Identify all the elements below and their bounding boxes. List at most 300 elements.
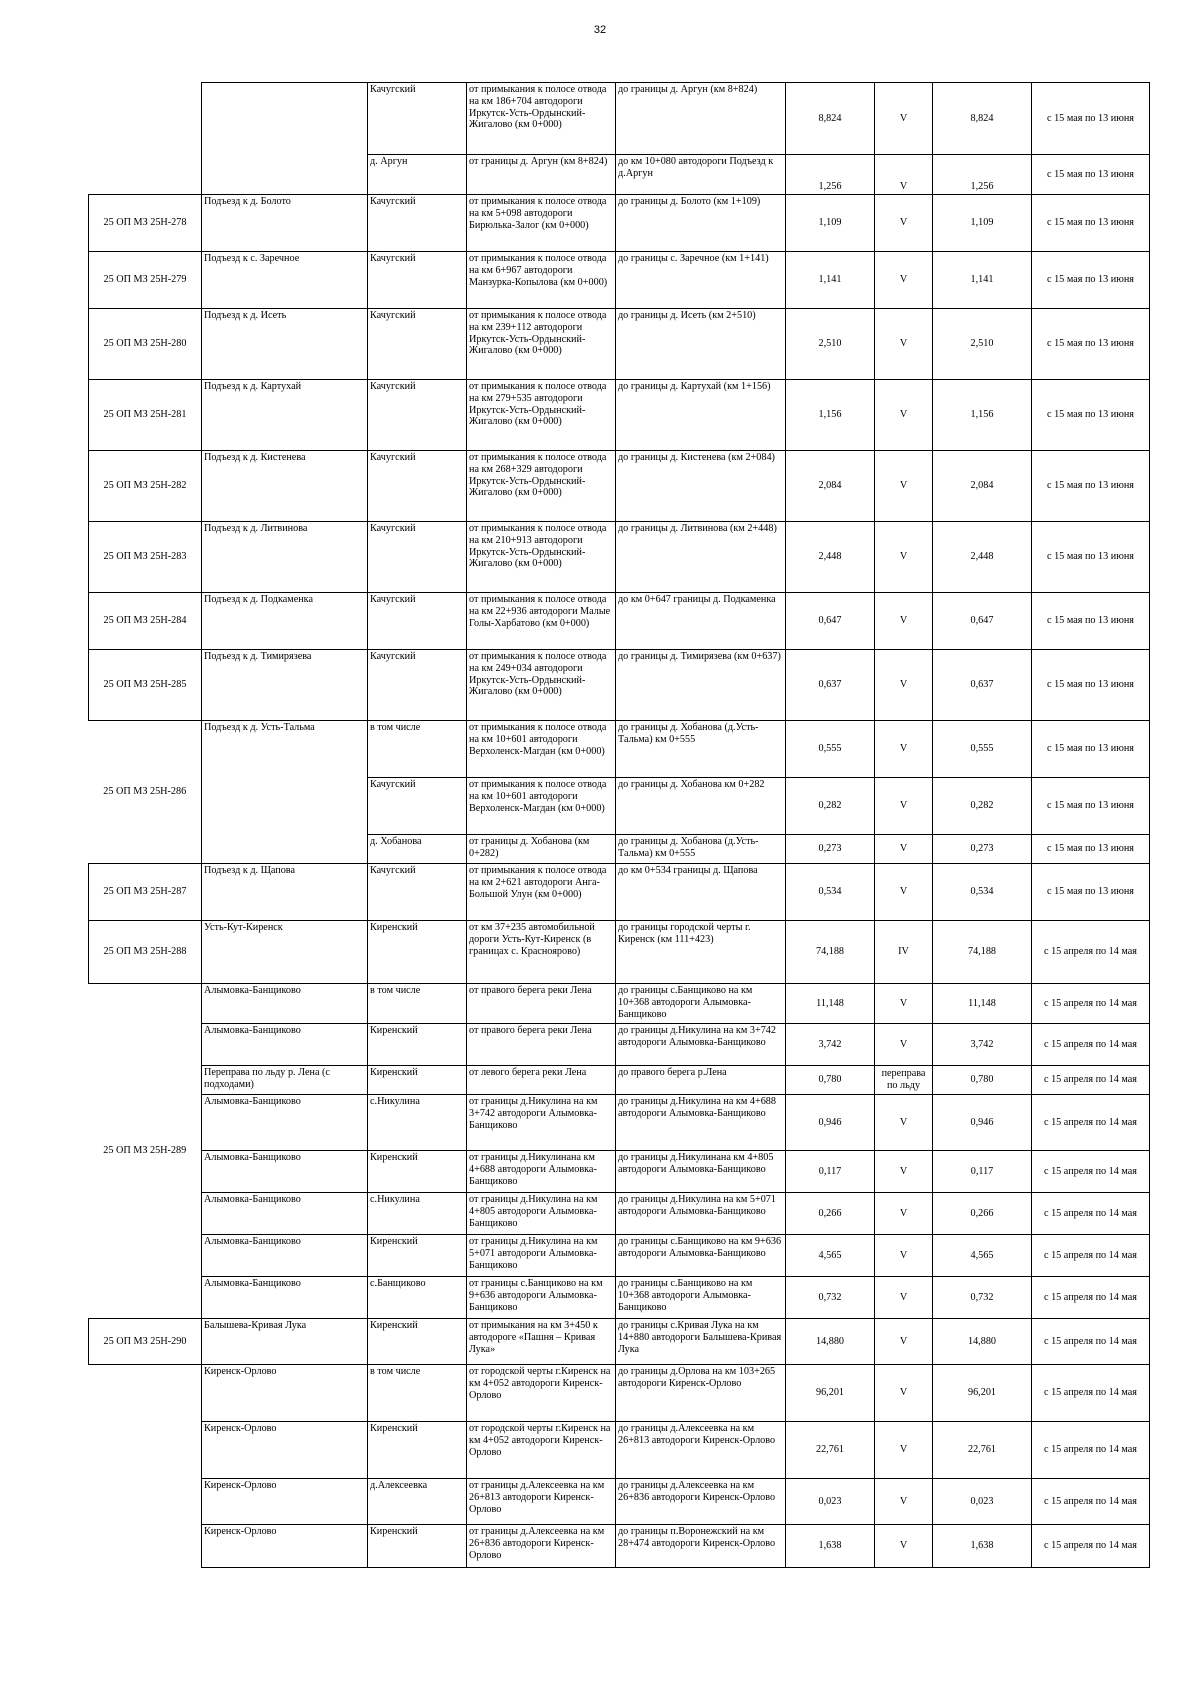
length-cell-text: 2,448 (818, 551, 842, 563)
length-total-cell (933, 1024, 1032, 1066)
from-cell-text: от границы д.Никулина на км 3+742 автодороги Алымовка-Банщиково (469, 1096, 598, 1131)
length-total-cell (933, 1095, 1032, 1151)
category-cell-text: V (899, 409, 908, 421)
from-cell (467, 1422, 616, 1479)
to-cell-text: до границы д.Никулина на км 3+742 автодороги Алымовка-Банщиково (618, 1025, 776, 1048)
district-cell-text: Качугский (370, 253, 416, 264)
district-cell-text: в том числе (370, 722, 421, 733)
restriction-period-cell-text: с 15 мая по 13 июня (1047, 886, 1134, 898)
to-cell (616, 309, 786, 380)
restriction-period-cell (1032, 778, 1150, 835)
restriction-period-cell-text: с 15 мая по 13 июня (1047, 743, 1134, 755)
category-cell (875, 1277, 933, 1319)
from-cell (467, 721, 616, 778)
road-code-cell-text: 25 ОП МЗ 25Н-283 (103, 551, 187, 563)
length-total-cell (933, 195, 1032, 252)
length-cell (786, 309, 875, 380)
from-cell-text: от примыкания на км 3+450 к автодороге «Пашня – Кривая Лука» (469, 1320, 598, 1355)
length-total-cell (933, 1479, 1032, 1525)
category-cell (875, 155, 933, 195)
from-cell (467, 195, 616, 252)
category-cell-text: V (899, 743, 908, 755)
road-name-cell-text: Киренск-Орлово (204, 1526, 277, 1537)
length-total-cell-text: 1,638 (970, 1540, 994, 1552)
road-name-cell (202, 721, 368, 864)
from-cell-text: от примыкания к полосе отвода на км 10+601 автодороги Верхоленск-Магдан (км 0+000) (469, 779, 607, 814)
road-name-cell-text: Усть-Кут-Киренск (204, 922, 283, 933)
to-cell (616, 864, 786, 921)
restriction-period-cell (1032, 921, 1150, 984)
length-total-cell-text: 0,534 (970, 886, 994, 898)
to-cell-text: до границы с.Банщиково на км 9+636 автодороги Алымовка-Банщиково (618, 1236, 782, 1259)
to-cell (616, 1277, 786, 1319)
restriction-period-cell-text: с 15 мая по 13 июня (1047, 843, 1134, 855)
length-total-cell (933, 1365, 1032, 1422)
length-total-cell-text: 0,637 (970, 679, 994, 691)
category-cell (875, 1024, 933, 1066)
road-code-cell (89, 650, 202, 721)
road-name-cell-text: Киренск-Орлово (204, 1423, 277, 1434)
table-row (89, 451, 1150, 522)
district-cell-text: Киренский (370, 1236, 418, 1247)
from-cell (467, 1365, 616, 1422)
road-name-cell-text: Алымовка-Банщиково (204, 985, 301, 996)
road-code-cell (89, 83, 202, 195)
road-name-cell (202, 921, 368, 984)
length-cell (786, 1365, 875, 1422)
restriction-period-cell (1032, 1422, 1150, 1479)
district-cell (368, 1193, 467, 1235)
restriction-period-cell (1032, 1479, 1150, 1525)
road-code-cell-text: 25 ОП МЗ 25Н-288 (103, 946, 187, 958)
category-cell (875, 1193, 933, 1235)
restriction-period-cell (1032, 1277, 1150, 1319)
length-total-cell-text: 2,510 (970, 338, 994, 350)
length-total-cell (933, 835, 1032, 864)
to-cell (616, 451, 786, 522)
district-cell (368, 1235, 467, 1277)
category-cell-text: V (899, 1495, 908, 1507)
road-name-cell (202, 1365, 368, 1422)
to-cell-text: до км 10+080 автодороги Подъезд к д.Аргун (618, 156, 774, 179)
to-cell (616, 1024, 786, 1066)
length-cell (786, 1095, 875, 1151)
to-cell (616, 1193, 786, 1235)
length-cell (786, 1479, 875, 1525)
road-code-cell (89, 195, 202, 252)
restriction-period-cell (1032, 522, 1150, 593)
road-name-cell (202, 380, 368, 451)
to-cell (616, 721, 786, 778)
length-cell-text: 4,565 (818, 1249, 842, 1261)
length-total-cell (933, 864, 1032, 921)
road-name-cell-text: Балышева-Кривая Лука (204, 1320, 307, 1331)
table-row (89, 1319, 1150, 1365)
length-cell (786, 195, 875, 252)
category-cell (875, 522, 933, 593)
length-total-cell (933, 984, 1032, 1024)
length-total-cell (933, 778, 1032, 835)
from-cell-text: от км 37+235 автомобильной дороги Усть-Кут-Киренск (в границах с. Красноярово) (469, 922, 595, 957)
from-cell (467, 1479, 616, 1525)
from-cell (467, 1235, 616, 1277)
from-cell (467, 593, 616, 650)
road-name-cell-text: Киренск-Орлово (204, 1480, 277, 1491)
from-cell-text: от городской черты г.Киренск на км 4+052 автодороги Киренск-Орлово (469, 1423, 611, 1458)
district-cell (368, 1151, 467, 1193)
road-name-cell-text: Подъезд к д. Щапова (204, 865, 296, 876)
length-total-cell (933, 1319, 1032, 1365)
length-total-cell (933, 380, 1032, 451)
road-name-cell (202, 864, 368, 921)
from-cell-text: от примыкания к полосе отвода на км 239+112 автодороги Иркутск-Усть-Ордынский-Жигалово (км 0+000) (469, 310, 607, 357)
from-cell-text: от границы д. Аргун (км 8+824) (469, 156, 608, 167)
district-cell-text: Киренский (370, 1526, 418, 1537)
restriction-period-cell-text: с 15 мая по 13 июня (1047, 112, 1134, 124)
road-code-cell (89, 522, 202, 593)
length-cell (786, 1024, 875, 1066)
district-cell-text: Качугский (370, 196, 416, 207)
district-cell-text: Киренский (370, 1025, 418, 1036)
category-cell-text: V (899, 886, 908, 898)
road-code-cell-text: 25 ОП МЗ 25Н-286 (103, 786, 187, 798)
category-cell (875, 1095, 933, 1151)
restriction-period-cell (1032, 1024, 1150, 1066)
road-name-cell (202, 1066, 368, 1095)
restriction-period-cell-text: с 15 апреля по 14 мая (1044, 1387, 1137, 1399)
to-cell-text: до границы д.Алексеевка на км 26+813 автодороги Киренск-Орлово (618, 1423, 776, 1446)
road-name-cell-text: Подъезд к д. Исеть (204, 310, 287, 321)
road-code-cell (89, 721, 202, 864)
to-cell-text: до границы д. Тимирязева (км 0+637) (618, 651, 781, 662)
restriction-period-cell (1032, 721, 1150, 778)
category-cell-text: V (899, 1038, 908, 1050)
length-cell (786, 252, 875, 309)
table-row (89, 1422, 1150, 1479)
road-code-cell-text: 25 ОП МЗ 25Н-282 (103, 480, 187, 492)
length-total-cell-text: 11,148 (968, 997, 996, 1009)
road-name-cell (202, 522, 368, 593)
to-cell-text: до границы д. Кистенева (км 2+084) (618, 452, 775, 463)
road-name-cell-text: Подъезд к д. Картухай (204, 381, 302, 392)
length-total-cell-text: 8,824 (970, 112, 994, 124)
district-cell (368, 252, 467, 309)
to-cell (616, 778, 786, 835)
district-cell-text: с.Никулина (370, 1194, 420, 1205)
length-cell-text: 1,156 (818, 409, 842, 421)
table-row (89, 721, 1150, 778)
road-name-cell-text: Подъезд к д. Подкаменка (204, 594, 313, 605)
category-cell-text: V (899, 800, 908, 812)
to-cell (616, 83, 786, 155)
category-cell-text: V (899, 338, 908, 350)
length-total-cell (933, 1422, 1032, 1479)
restriction-period-cell (1032, 984, 1150, 1024)
district-cell-text: Качугский (370, 779, 416, 790)
restriction-period-cell-text: с 15 мая по 13 июня (1047, 679, 1134, 691)
length-cell-text: 96,201 (815, 1387, 844, 1399)
road-name-cell (202, 451, 368, 522)
from-cell (467, 921, 616, 984)
district-cell (368, 835, 467, 864)
to-cell (616, 1095, 786, 1151)
length-cell (786, 451, 875, 522)
road-name-cell (202, 593, 368, 650)
to-cell-text: до границы д. Хобанова км 0+282 (618, 779, 765, 790)
district-cell-text: в том числе (370, 1366, 421, 1377)
road-name-cell-text: Алымовка-Банщиково (204, 1194, 301, 1205)
length-total-cell (933, 252, 1032, 309)
category-cell (875, 1319, 933, 1365)
length-total-cell (933, 1525, 1032, 1568)
road-name-cell (202, 1024, 368, 1066)
table-row (89, 380, 1150, 451)
length-cell-text: 0,637 (818, 679, 842, 691)
restriction-period-cell-text: с 15 мая по 13 июня (1047, 800, 1134, 812)
length-total-cell-text: 4,565 (970, 1249, 994, 1261)
category-cell (875, 921, 933, 984)
road-name-cell-text: Подъезд к д. Кистенева (204, 452, 306, 463)
category-cell (875, 1235, 933, 1277)
category-cell-text: V (899, 274, 908, 286)
length-total-cell (933, 1277, 1032, 1319)
road-code-cell-text: 25 ОП МЗ 25Н-289 (103, 1145, 187, 1157)
length-cell-text: 14,880 (815, 1335, 844, 1347)
road-code-cell (89, 984, 202, 1319)
from-cell (467, 380, 616, 451)
table-row (89, 984, 1150, 1024)
from-cell (467, 835, 616, 864)
table-row (89, 650, 1150, 721)
category-cell-text: V (899, 1387, 908, 1399)
district-cell (368, 984, 467, 1024)
from-cell (467, 1193, 616, 1235)
to-cell-text: до границы д.Никулинана км 4+805 автодороги Алымовка-Банщиково (618, 1152, 774, 1175)
road-code-cell-text: 25 ОП МЗ 25Н-285 (103, 679, 187, 691)
district-cell (368, 1365, 467, 1422)
category-cell (875, 1422, 933, 1479)
length-cell-text: 0,282 (818, 800, 842, 812)
road-code-cell-text: 25 ОП МЗ 25Н-278 (103, 217, 187, 229)
category-cell-text: V (899, 217, 908, 229)
category-cell (875, 835, 933, 864)
length-cell-text: 0,117 (818, 1165, 842, 1177)
district-cell-text: в том числе (370, 985, 421, 996)
length-total-cell (933, 451, 1032, 522)
district-cell-text: Качугский (370, 381, 416, 392)
district-cell-text: Качугский (370, 310, 416, 321)
length-cell (786, 1235, 875, 1277)
length-total-cell (933, 1151, 1032, 1193)
from-cell (467, 83, 616, 155)
length-cell-text: 3,742 (818, 1038, 842, 1050)
restriction-period-cell-text: с 15 мая по 13 июня (1047, 217, 1134, 229)
from-cell-text: от примыкания к полосе отвода на км 10+601 автодороги Верхоленск-Магдан (км 0+000) (469, 722, 607, 757)
restriction-period-cell-text: с 15 мая по 13 июня (1047, 274, 1134, 286)
from-cell-text: от границы с.Банщиково на км 9+636 автодороги Алымовка-Банщиково (469, 1278, 603, 1313)
category-cell-text: V (899, 679, 908, 691)
length-cell (786, 155, 875, 195)
to-cell-text: до границы с.Банщиково на км 10+368 автодороги Алымовка-Банщиково (618, 1278, 753, 1313)
length-cell-text: 0,555 (818, 743, 842, 755)
district-cell-text: Качугский (370, 865, 416, 876)
length-cell (786, 380, 875, 451)
length-cell-text: 8,824 (818, 112, 842, 124)
district-cell-text: Качугский (370, 84, 416, 95)
length-total-cell (933, 155, 1032, 195)
category-cell (875, 778, 933, 835)
road-code-cell (89, 1319, 202, 1365)
road-code-cell (89, 380, 202, 451)
length-cell-text: 0,732 (818, 1291, 842, 1303)
to-cell (616, 1365, 786, 1422)
to-cell-text: до границы городской черты г. Киренск (км 111+423) (618, 922, 751, 945)
from-cell (467, 522, 616, 593)
length-cell (786, 984, 875, 1024)
length-total-cell-text: 1,156 (970, 409, 994, 421)
from-cell-text: от границы д.Алексеевка на км 26+813 автодороги Киренск-Орлово (469, 1480, 605, 1515)
length-cell-text: 0,946 (818, 1116, 842, 1128)
length-total-cell (933, 721, 1032, 778)
category-cell-text: V (899, 551, 908, 563)
to-cell-text: до км 0+534 границы д. Щапова (618, 865, 758, 876)
length-total-cell (933, 1235, 1032, 1277)
road-name-cell (202, 1422, 368, 1479)
restriction-period-cell-text: с 15 апреля по 14 мая (1044, 1038, 1137, 1050)
to-cell-text: до границы д. Литвинова (км 2+448) (618, 523, 777, 534)
table-body (89, 83, 1150, 1568)
category-cell-text: V (899, 615, 908, 627)
restriction-period-cell (1032, 835, 1150, 864)
from-cell (467, 984, 616, 1024)
from-cell-text: от границы д. Хобанова (км 0+282) (469, 836, 590, 859)
to-cell-text: до границы д. Картухай (км 1+156) (618, 381, 771, 392)
district-cell (368, 1422, 467, 1479)
road-code-cell (89, 451, 202, 522)
district-cell-text: Киренский (370, 1067, 418, 1078)
category-cell-text: V (899, 1291, 908, 1303)
district-cell-text: д. Хобанова (370, 836, 422, 847)
from-cell (467, 864, 616, 921)
table-row (89, 593, 1150, 650)
from-cell (467, 451, 616, 522)
road-name-cell-text: Подъезд к с. Заречное (204, 253, 300, 264)
from-cell (467, 1151, 616, 1193)
length-total-cell (933, 650, 1032, 721)
category-cell-text: V (899, 181, 908, 193)
road-name-cell (202, 984, 368, 1024)
restriction-period-cell-text: с 15 мая по 13 июня (1047, 480, 1134, 492)
length-cell (786, 1525, 875, 1568)
length-cell-text: 1,109 (818, 217, 842, 229)
restriction-period-cell (1032, 593, 1150, 650)
district-cell-text: Киренский (370, 1320, 418, 1331)
restriction-period-cell (1032, 155, 1150, 195)
length-total-cell-text: 2,084 (970, 480, 994, 492)
road-name-cell (202, 1095, 368, 1151)
restriction-period-cell-text: с 15 апреля по 14 мая (1044, 1207, 1137, 1219)
road-code-cell-text: 25 ОП МЗ 25Н-281 (103, 409, 187, 421)
restriction-period-cell-text: с 15 мая по 13 июня (1047, 409, 1134, 421)
from-cell-text: от границы д.Никулина на км 4+805 автодороги Алымовка-Банщиково (469, 1194, 598, 1229)
table-row (89, 1151, 1150, 1193)
district-cell-text: Качугский (370, 594, 416, 605)
road-name-cell-text: Подъезд к д. Усть-Тальма (204, 722, 315, 733)
from-cell-text: от примыкания к полосе отвода на км 186+704 автодороги Иркутск-Усть-Ордынский-Жигалово (км 0+000) (469, 84, 607, 131)
from-cell (467, 1277, 616, 1319)
restriction-period-cell (1032, 451, 1150, 522)
district-cell (368, 309, 467, 380)
length-cell (786, 1066, 875, 1095)
from-cell-text: от примыкания к полосе отвода на км 6+967 автодороги Манзурка-Копылова (км 0+000) (469, 253, 608, 288)
to-cell (616, 921, 786, 984)
to-cell-text: до границы д. Аргун (км 8+824) (618, 84, 758, 95)
length-total-cell-text: 0,946 (970, 1116, 994, 1128)
to-cell-text: до границы д. Хобанова (д.Усть-Тальма) км 0+555 (618, 722, 759, 745)
category-cell-text: V (899, 1335, 908, 1347)
to-cell (616, 195, 786, 252)
restriction-period-cell (1032, 1319, 1150, 1365)
road-code-cell (89, 252, 202, 309)
restriction-period-cell-text: с 15 мая по 13 июня (1047, 168, 1134, 180)
to-cell-text: до границы д.Орлова на км 103+265 автодороги Киренск-Орлово (618, 1366, 776, 1389)
category-cell (875, 984, 933, 1024)
to-cell (616, 650, 786, 721)
length-total-cell-text: 3,742 (970, 1038, 994, 1050)
from-cell (467, 1095, 616, 1151)
length-cell-text: 2,510 (818, 338, 842, 350)
category-cell-text: V (899, 480, 908, 492)
table-row (89, 1095, 1150, 1151)
length-cell-text: 0,780 (818, 1074, 842, 1086)
restriction-period-cell-text: с 15 апреля по 14 мая (1044, 946, 1137, 958)
table-row (89, 1277, 1150, 1319)
category-cell-text: V (899, 112, 908, 124)
road-code-cell (89, 593, 202, 650)
to-cell (616, 1151, 786, 1193)
length-cell (786, 522, 875, 593)
district-cell (368, 778, 467, 835)
from-cell-text: от границы д.Никулинана км 4+688 автодороги Алымовка-Банщиково (469, 1152, 597, 1187)
restriction-period-cell-text: с 15 апреля по 14 мая (1044, 997, 1137, 1009)
restriction-period-cell-text: с 15 апреля по 14 мая (1044, 1495, 1137, 1507)
to-cell-text: до границы п.Воронежский на км 28+474 автодороги Киренск-Орлово (618, 1526, 776, 1549)
road-name-cell (202, 1479, 368, 1525)
restriction-period-cell (1032, 1235, 1150, 1277)
length-total-cell (933, 593, 1032, 650)
restriction-period-cell (1032, 650, 1150, 721)
to-cell-text: до границы с.Банщиково на км 10+368 автодороги Алымовка-Банщиково (618, 985, 753, 1020)
road-code-cell-text: 25 ОП МЗ 25Н-290 (103, 1335, 187, 1347)
length-total-cell-text: 0,647 (970, 615, 994, 627)
restriction-period-cell (1032, 1151, 1150, 1193)
from-cell (467, 1024, 616, 1066)
page-number: 32 (593, 24, 607, 36)
to-cell (616, 1319, 786, 1365)
to-cell (616, 1235, 786, 1277)
category-cell (875, 451, 933, 522)
length-total-cell-text: 96,201 (967, 1387, 996, 1399)
length-cell-text: 0,647 (818, 615, 842, 627)
from-cell-text: от городской черты г.Киренск на км 4+052 автодороги Киренск-Орлово (469, 1366, 611, 1401)
from-cell-text: от правого берега реки Лена (469, 1025, 592, 1036)
district-cell (368, 451, 467, 522)
category-cell (875, 83, 933, 155)
restriction-period-cell (1032, 309, 1150, 380)
road-name-cell-text: Подъезд к д. Литвинова (204, 523, 308, 534)
category-cell (875, 593, 933, 650)
category-cell (875, 650, 933, 721)
